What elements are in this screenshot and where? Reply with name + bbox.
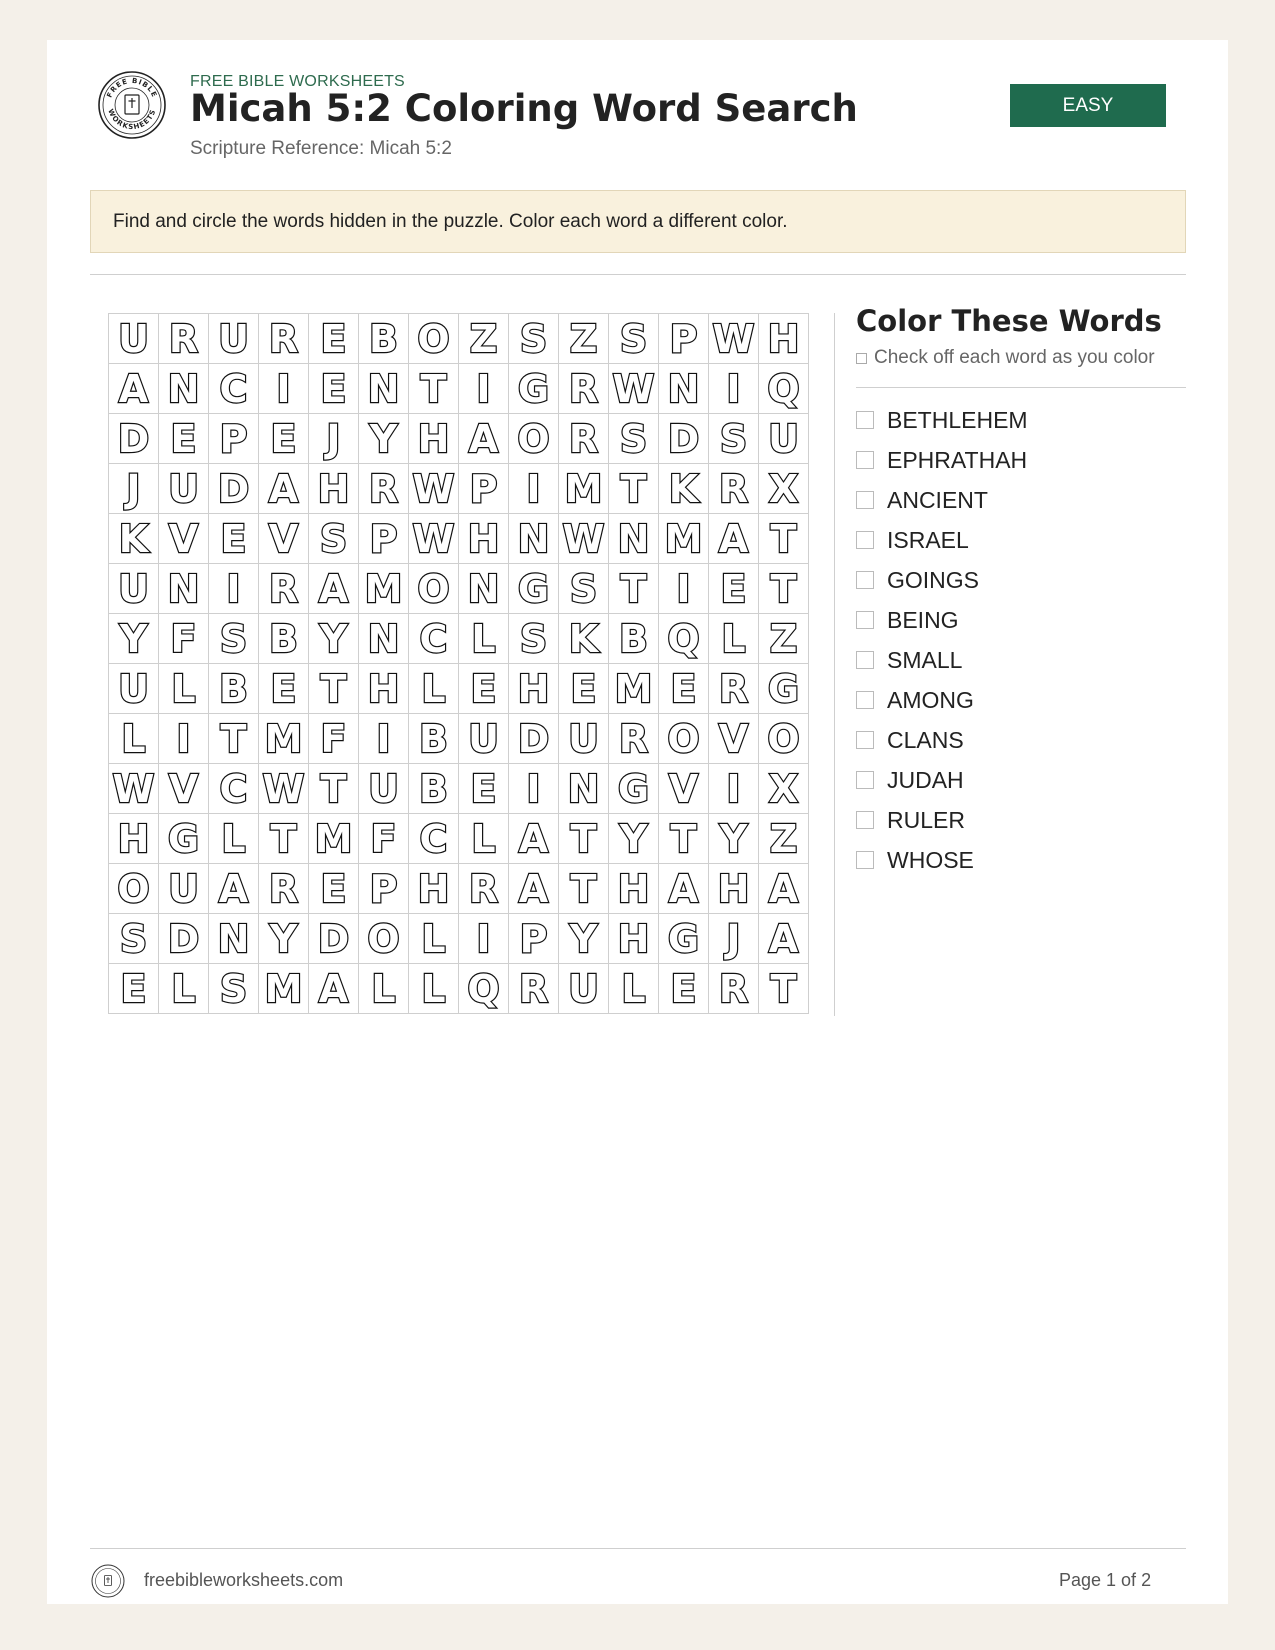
grid-cell[interactable]: T (659, 814, 709, 864)
grid-cell[interactable]: F (359, 814, 409, 864)
grid-cell[interactable]: R (709, 964, 759, 1014)
grid-cell[interactable]: A (759, 864, 809, 914)
word-label: GOINGS (887, 566, 980, 593)
word-list-item (856, 520, 1028, 560)
grid-cell[interactable]: R (359, 464, 409, 514)
grid-cell[interactable]: E (309, 364, 359, 414)
grid-cell[interactable]: W (109, 764, 159, 814)
word-label: RULER (887, 806, 965, 833)
grid-cell[interactable]: W (609, 364, 659, 414)
grid-cell[interactable]: O (509, 414, 559, 464)
word-checkbox[interactable] (856, 851, 874, 869)
grid-cell[interactable]: G (609, 764, 659, 814)
word-label: BETHLEHEM (887, 406, 1028, 433)
grid-cell[interactable]: N (659, 364, 709, 414)
grid-cell[interactable]: Z (559, 314, 609, 364)
word-label: SMALL (887, 646, 963, 673)
grid-cell[interactable]: L (459, 814, 509, 864)
svg-text:WORKSHEETS: WORKSHEETS (106, 107, 158, 132)
grid-cell[interactable]: H (309, 464, 359, 514)
grid-cell[interactable]: P (509, 914, 559, 964)
grid-cell[interactable]: U (209, 314, 259, 364)
word-checkbox[interactable] (856, 811, 874, 829)
grid-cell[interactable]: E (309, 864, 359, 914)
grid-cell[interactable]: D (509, 714, 559, 764)
word-label: AMONG (887, 686, 974, 713)
grid-cell[interactable]: Q (459, 964, 509, 1014)
footer-divider (90, 1548, 1186, 1549)
grid-cell[interactable]: V (709, 714, 759, 764)
grid-cell[interactable]: S (509, 314, 559, 364)
grid-cell[interactable]: V (259, 514, 309, 564)
word-list-item (856, 600, 1028, 640)
grid-cell[interactable]: R (709, 464, 759, 514)
grid-cell[interactable]: A (459, 414, 509, 464)
grid-cell[interactable]: N (459, 564, 509, 614)
grid-cell[interactable]: L (159, 664, 209, 714)
grid-cell[interactable]: N (509, 514, 559, 564)
grid-cell[interactable]: T (759, 564, 809, 614)
grid-cell[interactable]: T (759, 514, 809, 564)
word-label: BEING (887, 606, 959, 633)
grid-cell[interactable]: G (759, 664, 809, 714)
grid-cell[interactable]: Z (759, 814, 809, 864)
word-list-item (856, 400, 1028, 440)
grid-cell[interactable]: V (659, 764, 709, 814)
grid-cell[interactable]: I (709, 764, 759, 814)
grid-cell[interactable]: U (559, 714, 609, 764)
grid-cell[interactable]: C (409, 814, 459, 864)
grid-cell[interactable]: U (109, 314, 159, 364)
grid-cell[interactable]: Y (259, 914, 309, 964)
grid-cell[interactable]: K (109, 514, 159, 564)
word-label: EPHRATHAH (887, 446, 1028, 473)
grid-cell[interactable]: I (709, 364, 759, 414)
grid-cell[interactable]: Y (359, 414, 409, 464)
grid-cell[interactable]: X (759, 464, 809, 514)
grid-cell[interactable]: O (409, 564, 459, 614)
grid-cell[interactable]: D (209, 464, 259, 514)
grid-cell[interactable]: P (659, 314, 709, 364)
grid-cell[interactable]: H (509, 664, 559, 714)
grid-cell[interactable]: O (359, 914, 409, 964)
grid-cell[interactable]: A (209, 864, 259, 914)
grid-cell[interactable]: U (759, 414, 809, 464)
grid-cell[interactable]: S (309, 514, 359, 564)
grid-cell[interactable]: K (659, 464, 709, 514)
word-list-item (856, 440, 1028, 480)
grid-cell[interactable]: M (609, 664, 659, 714)
grid-cell[interactable]: G (509, 364, 559, 414)
grid-cell[interactable]: N (609, 514, 659, 564)
grid-cell[interactable]: U (159, 464, 209, 514)
grid-cell[interactable]: L (709, 614, 759, 664)
grid-cell[interactable]: N (159, 564, 209, 614)
grid-cell[interactable]: N (559, 764, 609, 814)
grid-cell[interactable]: H (759, 314, 809, 364)
grid-cell[interactable]: A (109, 364, 159, 414)
grid-cell[interactable]: I (359, 714, 409, 764)
word-checkbox[interactable] (856, 611, 874, 629)
grid-cell[interactable]: R (459, 864, 509, 914)
grid-cell[interactable]: W (709, 314, 759, 364)
word-list-item (856, 840, 1028, 880)
grid-cell[interactable]: V (159, 764, 209, 814)
word-list-subtitle-text: Check off each word as you color (874, 347, 1155, 368)
grid-cell[interactable]: I (459, 364, 509, 414)
word-checkbox[interactable] (856, 731, 874, 749)
grid-cell[interactable]: B (409, 764, 459, 814)
grid-cell[interactable]: Y (559, 914, 609, 964)
grid-cell[interactable]: S (709, 414, 759, 464)
grid-cell[interactable]: S (109, 914, 159, 964)
word-list-subtitle (856, 347, 1155, 369)
grid-cell[interactable]: P (359, 514, 409, 564)
grid-cell[interactable]: A (659, 864, 709, 914)
grid-cell[interactable]: E (709, 564, 759, 614)
grid-cell[interactable]: G (159, 814, 209, 864)
grid-cell[interactable]: D (109, 414, 159, 464)
grid-cell[interactable]: H (409, 864, 459, 914)
grid-cell[interactable]: N (359, 614, 409, 664)
grid-cell[interactable]: Q (759, 364, 809, 414)
grid-cell[interactable]: E (659, 964, 709, 1014)
word-list-item (856, 480, 1028, 520)
grid-cell[interactable]: E (259, 414, 309, 464)
grid-cell[interactable]: E (659, 664, 709, 714)
grid-cell[interactable]: S (609, 414, 659, 464)
grid-cell[interactable]: B (409, 714, 459, 764)
grid-cell[interactable]: E (459, 764, 509, 814)
grid-cell[interactable]: O (759, 714, 809, 764)
grid-cell[interactable]: R (559, 364, 609, 414)
grid-cell[interactable]: S (609, 314, 659, 364)
grid-cell[interactable]: E (109, 964, 159, 1014)
grid-cell[interactable]: E (159, 414, 209, 464)
grid-cell[interactable]: L (159, 964, 209, 1014)
grid-cell[interactable]: E (259, 664, 309, 714)
word-list-item (856, 640, 1028, 680)
word-list-item (856, 800, 1028, 840)
grid-cell[interactable]: T (559, 814, 609, 864)
grid-cell[interactable]: R (259, 314, 309, 364)
grid-cell[interactable]: B (209, 664, 259, 714)
grid-cell[interactable]: Y (709, 814, 759, 864)
grid-cell[interactable]: D (659, 414, 709, 464)
word-list-item (856, 760, 1028, 800)
word-checkbox[interactable] (856, 691, 874, 709)
grid-cell[interactable]: U (109, 564, 159, 614)
grid-cell[interactable]: M (259, 714, 309, 764)
word-list-item (856, 560, 1028, 600)
grid-cell[interactable]: T (609, 464, 659, 514)
grid-cell[interactable]: A (309, 564, 359, 614)
grid-cell[interactable]: G (659, 914, 709, 964)
grid-cell[interactable]: Y (309, 614, 359, 664)
grid-cell[interactable]: A (309, 964, 359, 1014)
grid-cell[interactable]: U (109, 664, 159, 714)
worksheet-page (47, 40, 1228, 1604)
grid-cell[interactable]: L (409, 914, 459, 964)
grid-cell[interactable]: H (709, 864, 759, 914)
grid-cell[interactable]: S (509, 614, 559, 664)
grid-cell[interactable]: C (209, 764, 259, 814)
grid-cell[interactable]: W (409, 514, 459, 564)
grid-cell[interactable]: I (509, 464, 559, 514)
grid-cell[interactable]: Q (659, 614, 709, 664)
grid-cell[interactable]: R (709, 664, 759, 714)
grid-cell[interactable]: E (309, 314, 359, 364)
grid-cell[interactable]: B (359, 314, 409, 364)
word-list-item (856, 680, 1028, 720)
grid-cell[interactable]: B (259, 614, 309, 664)
grid-cell[interactable]: L (609, 964, 659, 1014)
word-list-title: Color These Words (856, 304, 1162, 338)
word-label: ISRAEL (887, 526, 969, 553)
grid-cell[interactable]: Z (459, 314, 509, 364)
grid-cell[interactable]: E (559, 664, 609, 714)
grid-cell[interactable]: R (259, 564, 309, 614)
grid-cell[interactable]: L (209, 814, 259, 864)
footer-site: freebibleworksheets.com (144, 1570, 344, 1590)
grid-cell[interactable]: J (309, 414, 359, 464)
grid-cell[interactable]: K (559, 614, 609, 664)
instructions-text: Find and circle the words hidden in the puzzle. Color each word a different color. (113, 210, 788, 232)
svg-text:FREE BIBLE: FREE BIBLE (105, 76, 159, 99)
grid-cell[interactable]: T (309, 664, 359, 714)
grid-cell[interactable]: R (509, 964, 559, 1014)
grid-cell[interactable]: N (159, 364, 209, 414)
grid-cell[interactable]: I (259, 364, 309, 414)
grid-cell[interactable]: H (359, 664, 409, 714)
grid-cell[interactable]: H (409, 414, 459, 464)
grid-cell[interactable]: A (509, 864, 559, 914)
grid-cell[interactable]: E (209, 514, 259, 564)
site-kicker: FREE BIBLE WORKSHEETS (190, 73, 405, 90)
page-title: Micah 5:2 Coloring Word Search (190, 87, 858, 130)
grid-cell[interactable]: L (359, 964, 409, 1014)
word-checkbox[interactable] (856, 571, 874, 589)
grid-cell[interactable]: D (159, 914, 209, 964)
grid-cell[interactable]: O (409, 314, 459, 364)
grid-cell[interactable]: N (209, 914, 259, 964)
grid-cell[interactable]: H (459, 514, 509, 564)
grid-cell[interactable]: M (359, 564, 409, 614)
grid-cell[interactable]: L (409, 964, 459, 1014)
grid-cell[interactable]: T (209, 714, 259, 764)
grid-cell[interactable]: T (259, 814, 309, 864)
grid-cell[interactable]: L (109, 714, 159, 764)
word-checkbox[interactable] (856, 771, 874, 789)
grid-cell[interactable]: J (109, 464, 159, 514)
word-search-grid (108, 313, 809, 1014)
grid-cell[interactable]: R (259, 864, 309, 914)
grid-cell[interactable]: T (559, 864, 609, 914)
grid-cell[interactable]: I (459, 914, 509, 964)
grid-cell[interactable]: C (209, 364, 259, 414)
word-list (856, 400, 1028, 880)
grid-cell[interactable]: R (559, 414, 609, 464)
divider (90, 274, 1186, 275)
footer-logo-icon (91, 1564, 125, 1598)
grid-cell[interactable]: F (309, 714, 359, 764)
grid-cell[interactable]: A (709, 514, 759, 564)
word-label: ANCIENT (887, 486, 988, 513)
word-label: CLANS (887, 726, 964, 753)
grid-cell[interactable]: A (759, 914, 809, 964)
grid-cell[interactable]: Y (109, 614, 159, 664)
grid-cell[interactable]: P (209, 414, 259, 464)
grid-cell[interactable]: M (659, 514, 709, 564)
grid-cell[interactable]: R (609, 714, 659, 764)
grid-cell[interactable]: U (459, 714, 509, 764)
grid-cell[interactable]: S (209, 614, 259, 664)
grid-cell[interactable]: G (509, 564, 559, 614)
bible-logo-icon (97, 70, 167, 140)
grid-cell[interactable]: S (559, 564, 609, 614)
word-checkbox[interactable] (856, 531, 874, 549)
checkbox-icon (856, 353, 867, 364)
grid-cell[interactable]: W (559, 514, 609, 564)
grid-cell[interactable]: A (259, 464, 309, 514)
grid-cell[interactable]: Z (759, 614, 809, 664)
column-divider (834, 313, 835, 1016)
grid-cell[interactable]: H (609, 864, 659, 914)
grid-cell[interactable]: Y (609, 814, 659, 864)
grid-cell[interactable]: A (509, 814, 559, 864)
page-number: Page 1 of 2 (1059, 1570, 1152, 1590)
grid-cell[interactable]: W (259, 764, 309, 814)
grid-cell[interactable]: H (609, 914, 659, 964)
grid-cell[interactable]: L (409, 664, 459, 714)
grid-cell[interactable]: B (609, 614, 659, 664)
grid-cell[interactable]: U (559, 964, 609, 1014)
grid-cell[interactable]: R (159, 314, 209, 364)
grid-cell[interactable]: F (159, 614, 209, 664)
word-checkbox[interactable] (856, 651, 874, 669)
grid-cell[interactable]: J (709, 914, 759, 964)
grid-cell[interactable]: I (209, 564, 259, 614)
grid-cell[interactable]: P (459, 464, 509, 514)
grid-cell[interactable]: I (159, 714, 209, 764)
grid-cell[interactable]: P (359, 864, 409, 914)
grid-cell[interactable]: X (759, 764, 809, 814)
grid-cell[interactable]: T (609, 564, 659, 614)
scripture-reference: Scripture Reference: Micah 5:2 (190, 138, 452, 159)
grid-cell[interactable]: W (409, 464, 459, 514)
grid-cell[interactable]: H (109, 814, 159, 864)
word-checkbox[interactable] (856, 491, 874, 509)
word-label: JUDAH (887, 766, 964, 793)
grid-cell[interactable]: S (209, 964, 259, 1014)
grid-cell[interactable]: T (409, 364, 459, 414)
grid-cell[interactable]: I (659, 564, 709, 614)
word-checkbox[interactable] (856, 451, 874, 469)
grid-cell[interactable]: T (759, 964, 809, 1014)
grid-cell[interactable]: M (309, 814, 359, 864)
grid-cell[interactable]: U (359, 764, 409, 814)
grid-cell[interactable]: O (659, 714, 709, 764)
grid-cell[interactable]: O (109, 864, 159, 914)
word-list-item (856, 720, 1028, 760)
instructions-box (90, 190, 1186, 253)
grid-cell[interactable]: M (559, 464, 609, 514)
word-checkbox[interactable] (856, 411, 874, 429)
grid-cell[interactable]: I (509, 764, 559, 814)
grid-cell[interactable]: M (259, 964, 309, 1014)
grid-cell[interactable]: E (459, 664, 509, 714)
word-list-divider (856, 387, 1186, 388)
grid-cell[interactable]: T (309, 764, 359, 814)
grid-cell[interactable]: N (359, 364, 409, 414)
difficulty-badge: EASY (1010, 84, 1166, 127)
grid-cell[interactable]: U (159, 864, 209, 914)
grid-cell[interactable]: D (309, 914, 359, 964)
grid-cell[interactable]: L (459, 614, 509, 664)
grid-cell[interactable]: C (409, 614, 459, 664)
grid-cell[interactable]: V (159, 514, 209, 564)
word-label: WHOSE (887, 846, 974, 873)
